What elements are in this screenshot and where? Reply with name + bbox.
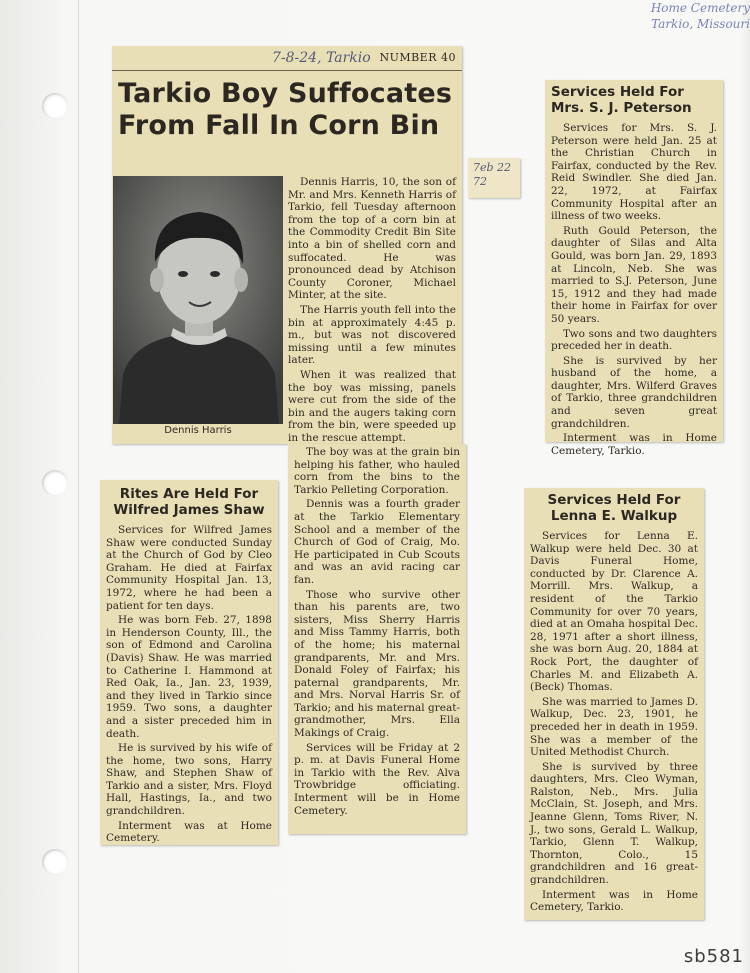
main-headline: Tarkio Boy Suffocates From Fall In Corn Bin: [118, 78, 453, 141]
main-paragraph-4: The boy was at the grain bin helping his father, who hauled corn from the bins to the Tarkio Pelleting Corporation.: [294, 446, 460, 496]
clipping-shaw: [100, 480, 278, 845]
walkup-paragraph-1: Services for Lenna E. Walkup were held Dec. 30 at Davis Funeral Home, conducted by Dr. Clarence A. Morrill. Mrs. Walkup, a resident of the Tarkio Community for over 70 years, died at an Omaha hospital Dec. 28, 1971 after a short illness, she was born Aug. 20, 1884 at Rock Port, the daughter of Charles M. and Elizabeth A. (Beck) Thomas.: [530, 530, 698, 694]
shaw-paragraph-4: Interment was at Home Cemetery.: [106, 819, 272, 845]
peterson-paragraph-4: She is survived by her husband of the home, a daughter, Mrs. Wilferd Graves of Tarkio, three grandchildren and seven great grandchildren.: [551, 354, 717, 430]
shaw-paragraph-1: Services for Wilfred James Shaw were conducted Sunday at the Church of God by Cleo Graham. He died at Fairfax Community Hospital Jan. 13, 1972, where he had been a patient for ten days.: [106, 524, 272, 612]
main-paragraph-7: Services will be Friday at 2 p. m. at Davis Funeral Home in Tarkio with the Rev. Alva Trowbridge officiating. Interment will be in Home Cemetery.: [294, 741, 460, 817]
handwritten-signature: sb581: [683, 946, 744, 967]
shaw-paragraph-3: He is survived by his wife of the home, two sons, Harry Shaw, and Stephen Shaw of Tarkio and a sister, Mrs. Floyd Hall, Hastings, Ia., and two grandchildren.: [106, 742, 272, 818]
peterson-paragraph-2: Ruth Gould Peterson, the daughter of Silas and Alta Gould, was born Jan. 29, 1893 at Lincoln, Neb. She was married to S.J. Peterson, June 15, 1912 and they had made their home in Fairfax for over 50 years.: [551, 224, 717, 325]
shaw-paragraph-2: He was born Feb. 27, 1898 in Henderson County, Ill., the son of Edmond and Carolina (Davis) Shaw. He was married to Catherine I. Hammond at Red Oak, Ia., Jan. 23, 1939, and they lived in Tarkio since 1959. Two sons, a daughter and a sister preceded him in death.: [106, 614, 272, 740]
walkup-paragraph-4: Interment was in Home Cemetery, Tarkio.: [530, 888, 698, 914]
issue-number: NUMBER 40: [379, 51, 456, 64]
peterson-paragraph-5: Interment was in Home Cemetery, Tarkio.: [551, 432, 717, 457]
header-rule: [112, 70, 462, 71]
handwritten-note-line2: Tarkio, Missouri: [651, 17, 750, 31]
handwritten-note-line1: Home Cemetery: [650, 1, 750, 15]
handwritten-date-slip: [468, 158, 520, 198]
peterson-paragraph-1: Services for Mrs. S. J. Peterson were held Jan. 25 at the Christian Church in Fairfax, conducted by the Rev. Reid Swindler. She died Jan. 22, 1972, at Fairfax Community Hospital after an illness of two weeks.: [551, 122, 717, 223]
handwritten-side-date: 7eb 22 72: [473, 161, 512, 188]
portrait-photo: [113, 176, 283, 424]
boy-portrait-image: [113, 176, 283, 424]
peterson-paragraph-3: Two sons and two daughters preceded her in death.: [551, 327, 717, 353]
clipping-peterson: [545, 80, 723, 457]
main-paragraph-6: Those who survive other than his parents are, two sisters, Miss Sherry Harris and Miss Tammy Harris, both of the home; his maternal grandparents, Mr. and Mrs. Donald Foley of Fairfax; his paternal grandparents, Mr. and Mrs. Norval Harris Sr. of Tarkio; and his maternal great-grandmother, Mrs. Ella Makings of Craig.: [294, 588, 460, 740]
walkup-paragraph-3: She is survived by three daughters, Mrs. Cleo Wyman, Ralston, Neb., Mrs. Julia McClain, St. Joseph, and Mrs. Jeanne Glenn, Toms River, N. J., two sons, Gerald L. Walkup, Tarkio, Glenn T. Walkup, Thornton, Colo., 15 grandchildren and 16 great-grandchildren.: [530, 760, 698, 887]
binder-hole-top: [42, 93, 68, 119]
handwritten-location-note: [620, 0, 750, 32]
handwritten-date: 7-8-24, Tarkio: [272, 50, 371, 66]
main-paragraph-3: When it was realized that the boy was missing, panels were cut from the side of the bin and the augers taking corn from the bin, were speeded up in the rescue attempt.: [288, 368, 456, 444]
main-paragraph-2: The Harris youth fell into the bin at approximately 4:45 p. m., but was not discovered missing until a few minutes later.: [288, 303, 456, 367]
clipping-tarkio-boy: [112, 46, 462, 444]
binder-hole-middle: [42, 470, 68, 496]
walkup-paragraph-2: She was married to James D. Walkup, Dec. 23, 1901, he preceded her in death in 1959. She was a member of the United Methodist Church.: [530, 695, 698, 759]
main-article-body-top: [288, 176, 456, 446]
page-margin-line: [78, 0, 79, 973]
clipping-walkup: [524, 488, 704, 920]
photo-caption: Dennis Harris: [164, 425, 232, 436]
binder-hole-bottom: [42, 849, 68, 875]
main-paragraph-1: Dennis Harris, 10, the son of Mr. and Mrs. Kenneth Harris of Tarkio, fell Tuesday afternoon from the top of a corn bin at the Commodity Credit Bin Site into a bin of shelled corn and suffocated. He was pronounced dead by Atchison County Coroner, Michael Minter, at the site.: [288, 176, 456, 302]
peterson-headline: Services Held For Mrs. S. J. Peterson: [551, 84, 692, 116]
shaw-headline: Rites Are Held For Wilfred James Shaw: [113, 486, 265, 518]
main-paragraph-5: Dennis was a fourth grader at the Tarkio Elementary School and a member of the Church of God of Craig, Mo. He participated in Cub Scouts and was an avid racing car fan.: [294, 498, 460, 586]
clipping-tarkio-boy-continued: [288, 444, 466, 834]
walkup-headline: Services Held For Lenna E. Walkup: [547, 492, 681, 524]
